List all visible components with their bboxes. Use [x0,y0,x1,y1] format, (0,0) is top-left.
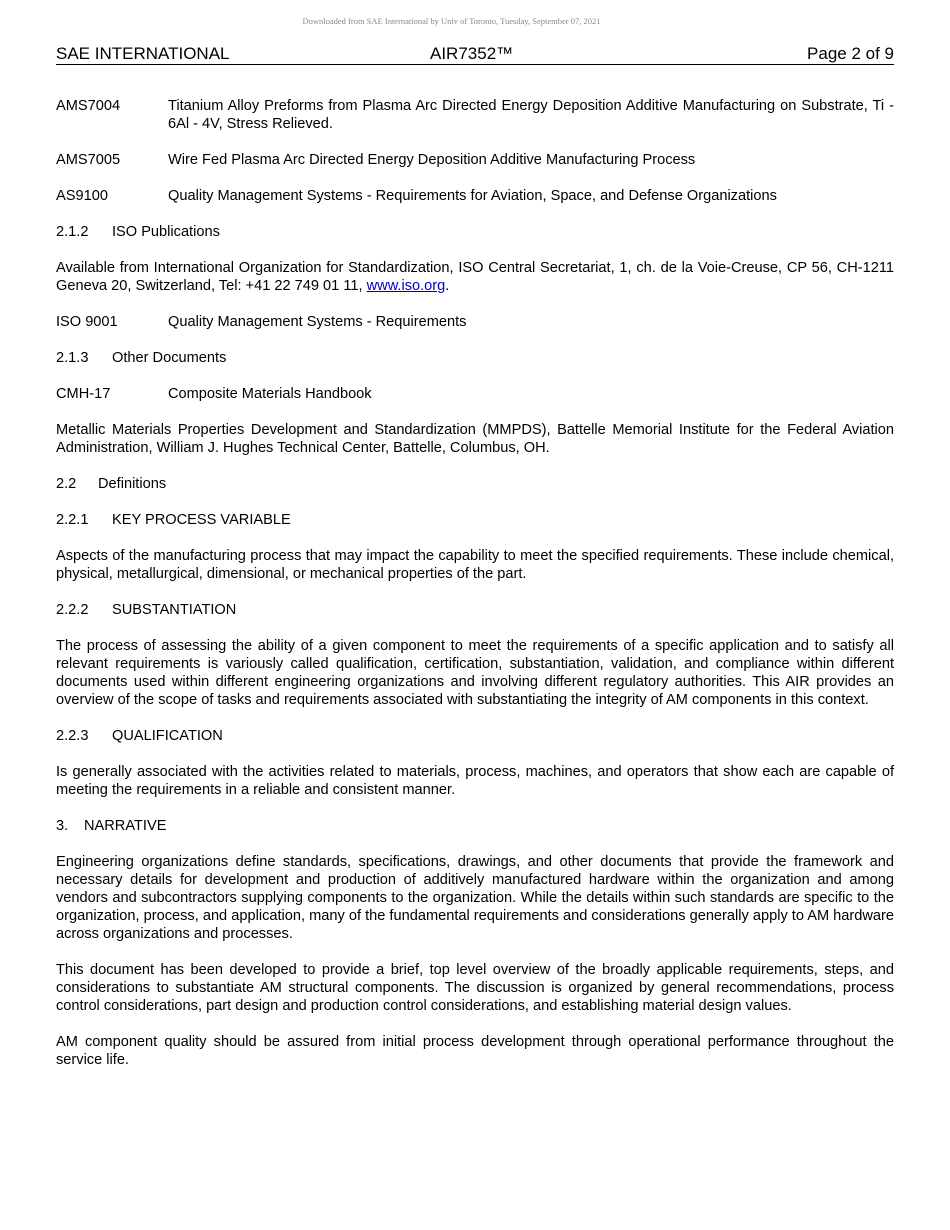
mmpds-paragraph: Metallic Materials Properties Development and Standardization (MMPDS), Battelle Memorial Institute for the Federal Aviation Administration, William J. Hughes Technical Center, Battelle, Columbus, OH. [56,422,894,456]
definition-qualification: Is generally associated with the activities related to materials, process, machines, and operators that show each are capable of meeting the requirements in a reliable and consistent manner. [56,764,894,798]
reference-iso9001 [56,313,894,331]
document-body [56,97,894,1069]
section-number: 3. [56,818,69,834]
section-title: NARRATIVE [84,818,167,834]
reference-title: Quality Management Systems - Requirements for Aviation, Space, and Defense Organizations [168,188,777,204]
section-title: SUBSTANTIATION [112,602,237,618]
iso-availability-paragraph [56,259,894,295]
section-title: QUALIFICATION [112,728,223,744]
section-heading-2-2-3 [56,727,894,745]
definition-key-process-variable: Aspects of the manufacturing process that may impact the capability to meet the specified requirements. These include chemical, physical, metallurgical, dimensional, or mechanical properties of the part. [56,548,894,582]
reference-title: Titanium Alloy Preforms from Plasma Arc Directed Energy Deposition Additive Manufacturing on Substrate, Ti - 6Al - 4V, Stress Relieved. [168,98,894,132]
definition-substantiation: The process of assessing the ability of a given component to meet the requirements of a specific application and to satisfy all relevant requirements is variously called qualification, certification, substantiation, validation, and compliance within different documents used within different engineering organizations and involving different regulatory authorities. This AIR provides an overview of the scope of tasks and requirements associated with substantiating the integrity of AM components in this context. [56,638,894,708]
reference-title: Wire Fed Plasma Arc Directed Energy Deposition Additive Manufacturing Process [168,152,696,168]
narrative-paragraph-1: Engineering organizations define standards, specifications, drawings, and other documents that provide the framework and necessary details for development and production of additively manufactured hardware within the organization and among vendors and subcontractors supplying components to the organization. While the details within such standards are specific to the organization, process, and application, many of the fundamental requirements and considerations generally apply to AM hardware across organizations and processes. [56,854,895,942]
section-number: 2.2 [56,476,77,492]
narrative-paragraph-3: AM component quality should be assured from initial process development through operational performance throughout the service life. [56,1034,894,1068]
section-number: 2.2.1 [56,512,89,528]
section-number: 2.2.2 [56,602,89,618]
section-heading-2-2-2 [56,601,894,619]
iso-availability-text: Available from International Organization for Standardization, ISO Central Secretariat, 1, ch. de la Voie-Creuse, CP 56, CH-1211 Geneva 20, Switzerland, Tel: +41 22 749 01 11, [56,260,894,294]
header-doc-id: AIR7352™ [430,44,514,63]
reference-ams7005 [56,151,894,169]
section-number: 2.1.3 [56,350,89,366]
section-title: Definitions [98,476,167,492]
iso-website-link[interactable]: www.iso.org [366,278,446,294]
reference-title: Quality Management Systems - Requirements [168,314,467,330]
section-heading-2-1-3 [56,349,894,367]
iso-availability-end: . [445,278,450,294]
header-page-number: Page 2 of 9 [807,44,894,63]
reference-title: Composite Materials Handbook [168,386,372,402]
section-number: 2.2.3 [56,728,89,744]
reference-code: CMH-17 [56,386,111,402]
section-heading-2-1-2 [56,223,894,241]
section-heading-3 [56,817,894,835]
page-header [56,44,894,65]
reference-ams7004 [56,97,894,133]
section-heading-2-2 [56,475,894,493]
narrative-paragraph-2: This document has been developed to provide a brief, top level overview of the broadly applicable requirements, steps, and considerations to substantiate AM structural components. The discussion is organized by general recommendations, process control considerations, part design and production control considerations, and establishing material design values. [56,962,894,1014]
section-title: KEY PROCESS VARIABLE [112,512,291,528]
reference-as9100 [56,187,894,205]
reference-code: AMS7004 [56,98,121,114]
reference-code: AS9100 [56,188,108,204]
reference-code: ISO 9001 [56,314,118,330]
header-org: SAE INTERNATIONAL [56,44,230,63]
download-watermark: Downloaded from SAE International by Univ of Toronto, Tuesday, September 07, 2021 [302,16,601,26]
reference-cmh17 [56,385,894,403]
section-title: ISO Publications [112,224,220,240]
reference-code: AMS7005 [56,152,121,168]
section-number: 2.1.2 [56,224,89,240]
section-heading-2-2-1 [56,511,894,529]
section-title: Other Documents [112,350,227,366]
